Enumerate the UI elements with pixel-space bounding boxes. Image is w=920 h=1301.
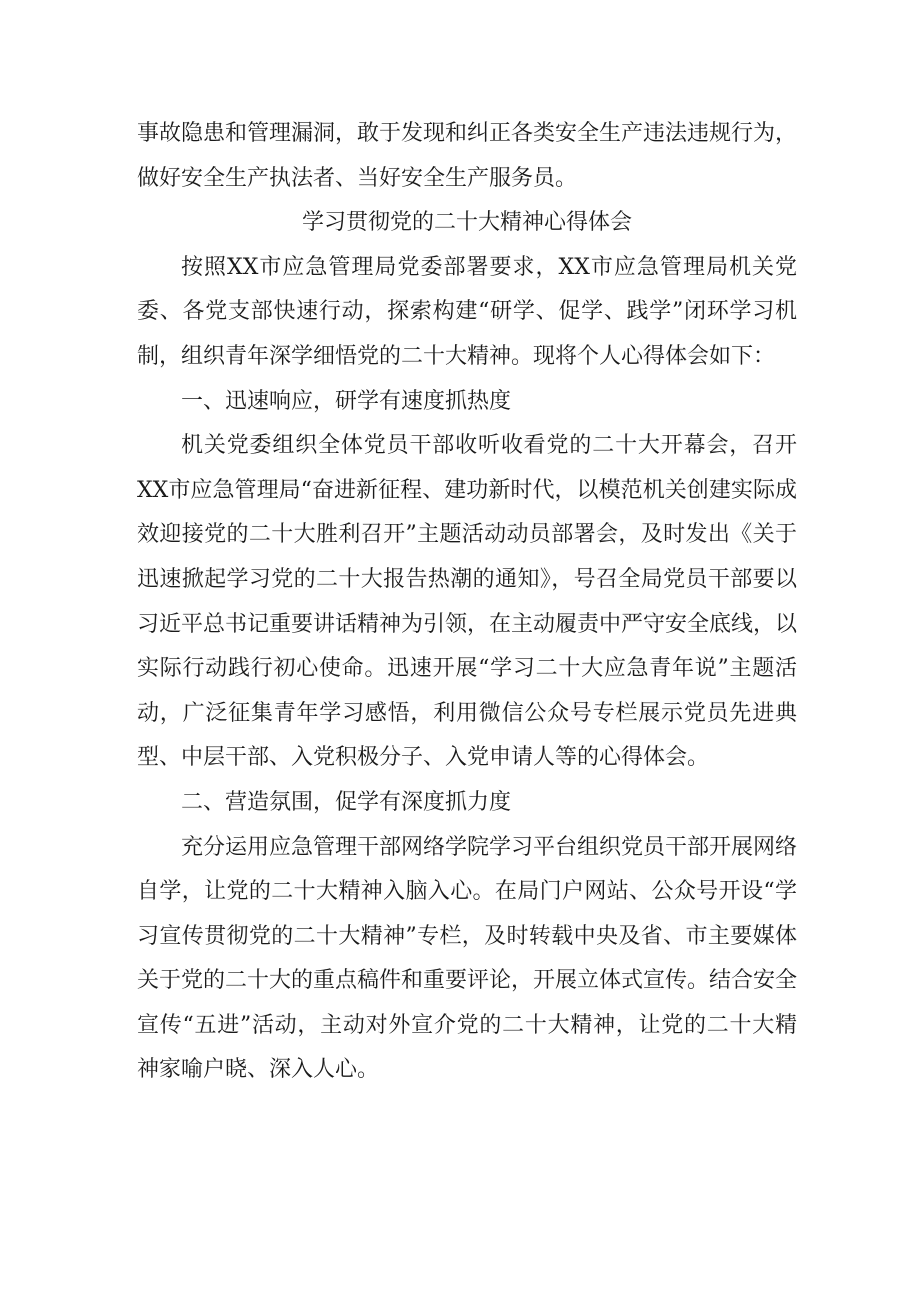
section-2-heading: 二、营造氛围，促学有深度抓力度 bbox=[181, 789, 512, 815]
section-2-paragraph: 充分运用应急管理干部网络学院学习平台组织党员干部开展网络自学，让党的二十大精神入脑入心。在局门户网站、公众号开设“学习宣传贯彻党的二十大精神”专栏，及时转载中央及省、市主要媒体关于党的二十大的重点稿件和重要评论，开展立体式宣传。结合安全宣传“五进”活动，主动对外宣介党的二十大精神，让党的二十大精神家喻户晓、深入人心。 bbox=[137, 834, 798, 1083]
document-body bbox=[137, 112, 797, 1093]
section-1-heading: 一、迅速响应，研学有速度抓热度 bbox=[181, 388, 512, 414]
section-1-paragraph: 机关党委组织全体党员干部收听收看党的二十大开幕会，召开XX市应急管理局“奋进新征程、建功新时代，以模范机关创建实际成效迎接党的二十大胜利召开”主题活动动员部署会，及时发出《关于迅速掀起学习党的二十大报告热潮的通知》，号召全局党员干部要以习近平总书记重要讲话精神为引领，在主动履责中严守安全底线，以实际行动践行初心使命。迅速开展“学习二十大应急青年说”主题活动，广泛征集青年学习感悟，利用微信公众号专栏展示党员先进典型、中层干部、入党积极分子、入党申请人等的心得体会。 bbox=[137, 433, 798, 771]
document-title: 学习贯彻党的二十大精神心得体会 bbox=[301, 210, 632, 236]
continuation-paragraph: 事故隐患和管理漏洞，敢于发现和纠正各类安全生产违法违规行为，做好安全生产执法者、当好安全生产服务员。 bbox=[137, 121, 798, 191]
intro-paragraph: 按照XX市应急管理局党委部署要求，XX市应急管理局机关党委、各党支部快速行动，探索构建“研学、促学、践学”闭环学习机制，组织青年深学细悟党的二十大精神。现将个人心得体会如下： bbox=[137, 254, 797, 369]
